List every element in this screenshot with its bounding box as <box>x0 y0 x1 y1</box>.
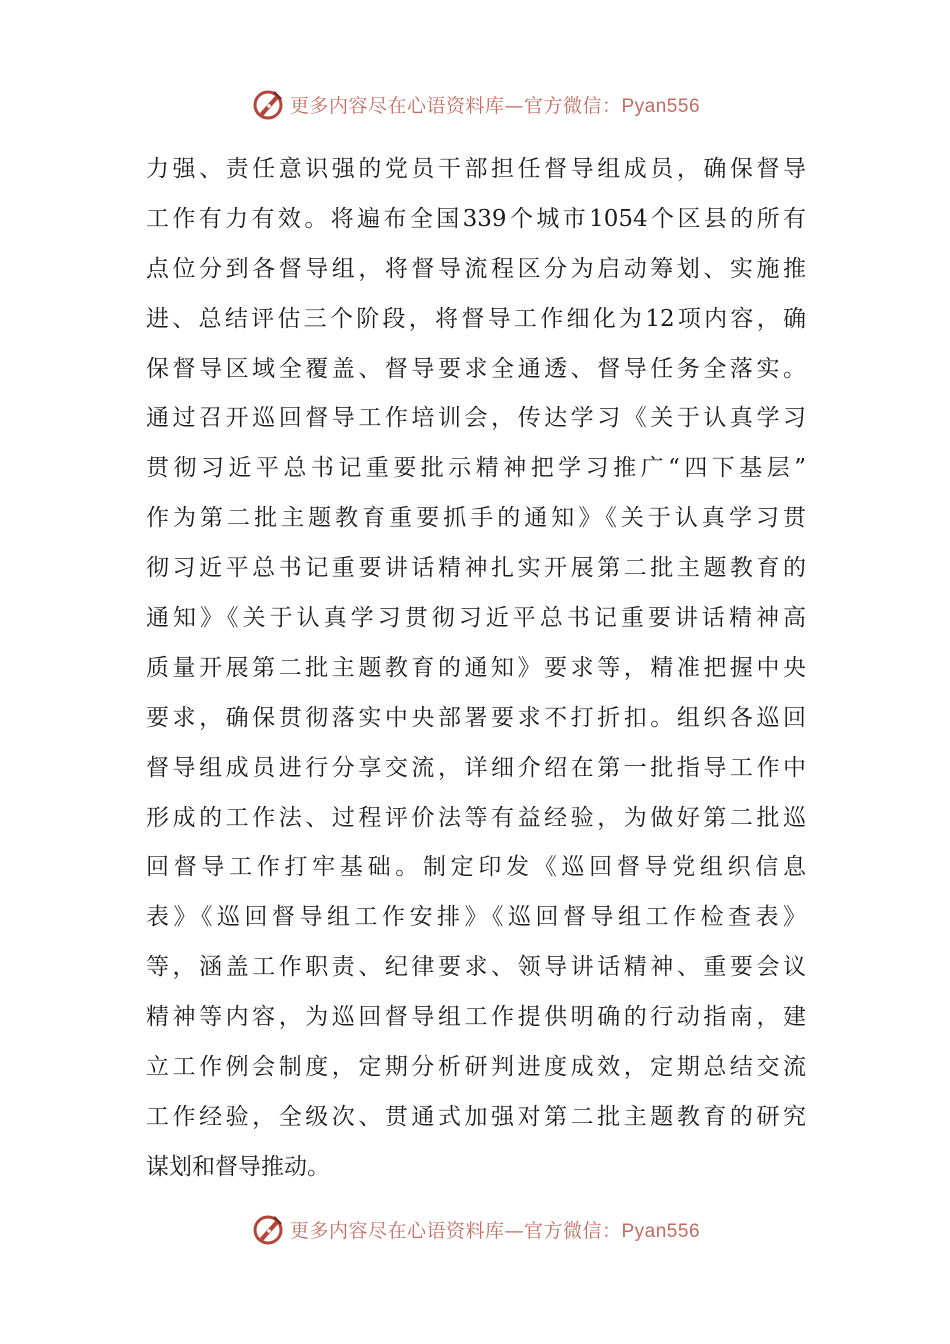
header-watermark-banner <box>0 84 950 124</box>
body-line: 工作经验，全级次、贯通式加强对第二批主题教育的研究 <box>146 1103 806 1130</box>
body-line: 贯彻习近平总书记重要批示精神把学习推广“四下基层” <box>146 455 806 482</box>
body-line: 点位分到各督导组，将督导流程区分为启动筹划、实施推 <box>146 255 806 282</box>
body-line: 等，涵盖工作职责、纪律要求、领导讲话精神、重要会议 <box>146 954 806 981</box>
footer-watermark-text: 更多内容尽在心语资料库—官方微信：Pyan556 <box>289 1219 701 1242</box>
body-line: 精神等内容，为巡回督导组工作提供明确的行动指南，建 <box>146 1004 806 1031</box>
body-line: 要求，确保贯彻落实中央部署要求不打折扣。组织各巡回 <box>146 704 806 731</box>
body-line: 通过召开巡回督导工作培训会，传达学习《关于认真学习 <box>146 405 806 432</box>
header-watermark <box>250 86 700 122</box>
body-line: 彻习近平总书记重要讲话精神扎实开展第二批主题教育的 <box>146 555 806 582</box>
body-line: 回督导工作打牢基础。制定印发《巡回督导党组织信息 <box>146 854 806 881</box>
body-line: 作为第二批主题教育重要抓手的通知》《关于认真学习贯 <box>146 505 806 532</box>
body-line: 立工作例会制度，定期分析研判进度成效，定期总结交流 <box>146 1054 806 1081</box>
document-body <box>146 145 806 1193</box>
footer-watermark <box>250 1211 700 1247</box>
body-line: 谋划和督导推动。 <box>146 1153 330 1180</box>
pen-nib-logo-icon <box>250 1211 286 1247</box>
body-line: 工作有力有效。将遍布全国339个城市1054个区县的所有 <box>146 205 806 232</box>
header-watermark-text: 更多内容尽在心语资料库—官方微信：Pyan556 <box>289 94 701 117</box>
body-line: 形成的工作法、过程评价法等有益经验，为做好第二批巡 <box>146 804 806 831</box>
body-line: 表》《巡回督导组工作安排》《巡回督导组工作检查表》 <box>146 904 806 931</box>
pen-nib-logo-icon <box>250 86 286 122</box>
body-line: 力强、责任意识强的党员干部担任督导组成员，确保督导 <box>146 156 806 182</box>
body-line: 进、总结评估三个阶段，将督导工作细化为12项内容，确 <box>146 305 806 332</box>
body-line: 督导组成员进行分享交流，详细介绍在第一批指导工作中 <box>146 754 806 781</box>
body-line: 通知》《关于认真学习贯彻习近平总书记重要讲话精神高 <box>146 605 806 632</box>
body-line: 质量开展第二批主题教育的通知》要求等，精准把握中央 <box>146 654 806 681</box>
body-line: 保督导区域全覆盖、督导要求全通透、督导任务全落实。 <box>146 355 806 382</box>
header-wechat-id: Pyan556 <box>621 95 701 117</box>
footer-watermark-banner <box>0 1209 950 1249</box>
footer-wechat-id: Pyan556 <box>621 1220 701 1242</box>
